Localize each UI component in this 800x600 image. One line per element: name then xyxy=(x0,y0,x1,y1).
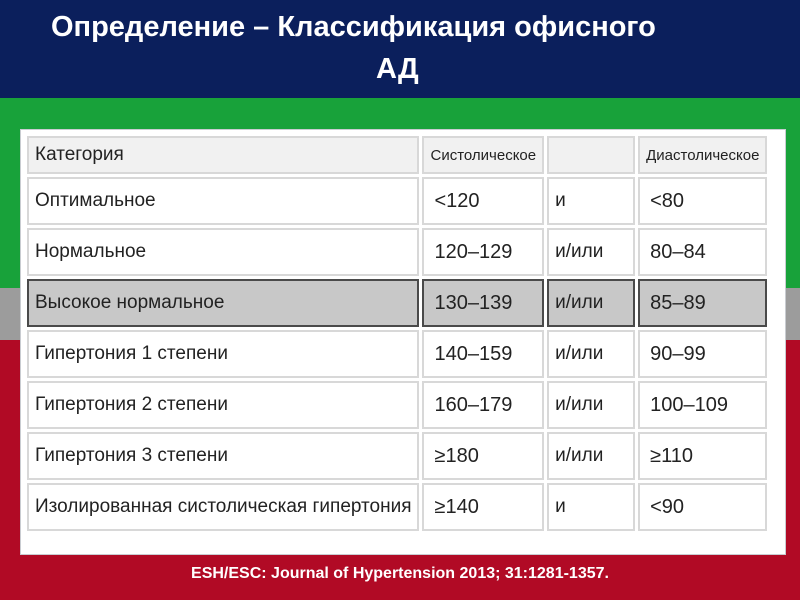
category-cell: Изолированная систолическая гипертония xyxy=(27,483,419,531)
conjunction-cell: и/или xyxy=(547,330,635,378)
conjunction-cell: и xyxy=(547,177,635,225)
table-row-highlighted xyxy=(27,279,767,327)
systolic-cell: 160–179 xyxy=(422,381,544,429)
systolic-cell: 130–139 xyxy=(422,279,544,327)
conjunction-cell: и/или xyxy=(547,432,635,480)
table-row xyxy=(27,483,767,531)
systolic-cell: 120–129 xyxy=(422,228,544,276)
conjunction-cell: и/или xyxy=(547,381,635,429)
table-header-row xyxy=(27,136,767,174)
category-cell: Гипертония 2 степени xyxy=(27,381,419,429)
table-row xyxy=(27,228,767,276)
bp-classification-table xyxy=(24,133,770,534)
table-row xyxy=(27,330,767,378)
table-row xyxy=(27,432,767,480)
diastolic-cell: <90 xyxy=(638,483,767,531)
category-cell: Нормальное xyxy=(27,228,419,276)
header-diastolic: Диастолическое xyxy=(638,136,767,174)
category-cell: Высокое нормальное xyxy=(27,279,419,327)
citation: ESH/ESC: Journal of Hypertension 2013; 31:1281-1357. xyxy=(191,565,609,582)
title-line-2: АД xyxy=(376,53,419,85)
systolic-cell: ≥180 xyxy=(422,432,544,480)
header-category: Категория xyxy=(27,136,419,174)
diastolic-cell: 80–84 xyxy=(638,228,767,276)
diastolic-cell: ≥110 xyxy=(638,432,767,480)
conjunction-cell: и xyxy=(547,483,635,531)
table-row xyxy=(27,381,767,429)
table-panel xyxy=(20,129,786,555)
conjunction-cell: и/или xyxy=(547,279,635,327)
diastolic-cell: 85–89 xyxy=(638,279,767,327)
category-cell: Оптимальное xyxy=(27,177,419,225)
title-line-1: Определение – Классификация офисного xyxy=(51,11,656,43)
header-conjunction xyxy=(547,136,635,174)
diastolic-cell: 90–99 xyxy=(638,330,767,378)
systolic-cell: <120 xyxy=(422,177,544,225)
diastolic-cell: 100–109 xyxy=(638,381,767,429)
category-cell: Гипертония 3 степени xyxy=(27,432,419,480)
systolic-cell: ≥140 xyxy=(422,483,544,531)
table-row xyxy=(27,177,767,225)
conjunction-cell: и/или xyxy=(547,228,635,276)
category-cell: Гипертония 1 степени xyxy=(27,330,419,378)
diastolic-cell: <80 xyxy=(638,177,767,225)
header-systolic: Систолическое xyxy=(422,136,544,174)
systolic-cell: 140–159 xyxy=(422,330,544,378)
